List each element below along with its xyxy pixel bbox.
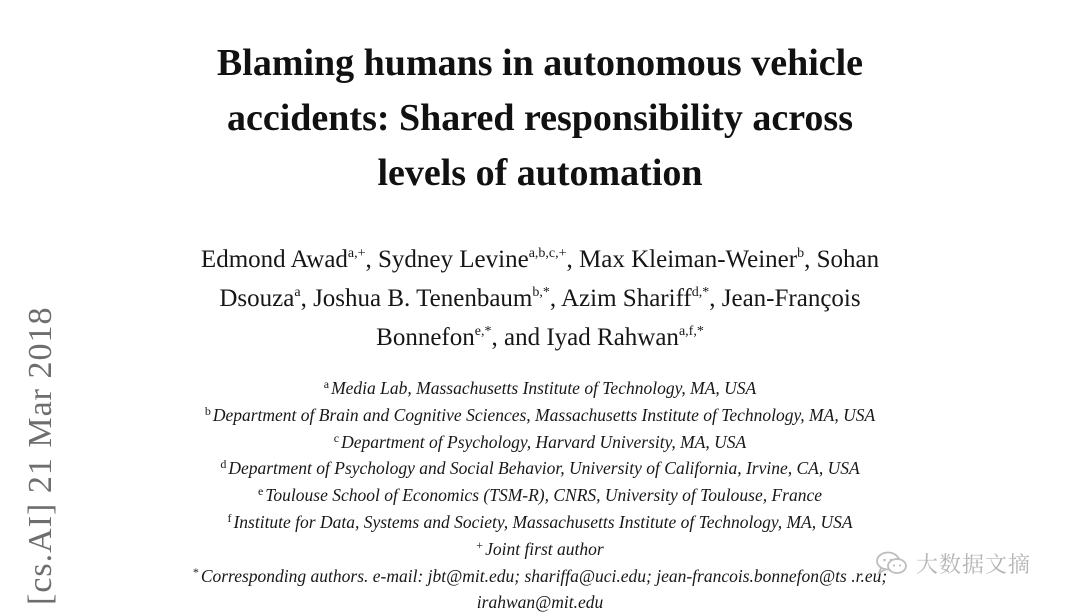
wechat-icon bbox=[876, 551, 908, 577]
author-name: Iyad Rahwan bbox=[546, 324, 679, 351]
affiliation-item bbox=[60, 429, 1020, 456]
author-name: Sohan bbox=[816, 246, 880, 273]
author-affil-mark: b bbox=[797, 246, 805, 261]
affiliation-text: Department of Brain and Cognitive Sciences, Massachusetts Institute of Technology, MA, USA bbox=[212, 404, 876, 425]
paper-title bbox=[0, 36, 1080, 201]
affiliation-text: Toulouse School of Economics (TSM-R), CNRS, University of Toulouse, France bbox=[265, 485, 823, 506]
author-name: Sydney Levine bbox=[378, 246, 529, 273]
affiliation-list bbox=[60, 375, 1020, 616]
affiliation-text: Department of Psychology and Social Behavior, University of California, Irvine, CA, USA bbox=[228, 458, 860, 479]
affiliation-mark: d bbox=[220, 457, 227, 472]
affiliation-mark: f bbox=[227, 510, 232, 525]
author-name: Joshua B. Tenenbaum bbox=[313, 285, 533, 312]
affiliation-text: Department of Psychology, Harvard University, MA, USA bbox=[341, 431, 747, 452]
watermark-text: 大数据文摘 bbox=[916, 553, 1032, 578]
arxiv-stamp-text: [cs.AI] 21 Mar 2018 bbox=[22, 306, 59, 605]
affiliation-item bbox=[60, 375, 1020, 402]
affiliation-mark: e bbox=[257, 484, 264, 499]
affiliation-text: Institute for Data, Systems and Society, Massachusetts Institute of Technology, MA, USA bbox=[233, 511, 853, 532]
author-affil-mark: e,* bbox=[474, 324, 492, 339]
author-name: Jean-François bbox=[721, 285, 861, 312]
affiliation-text: Joint first author bbox=[485, 538, 604, 559]
title-line: Blaming humans in autonomous vehicle bbox=[216, 42, 864, 84]
affiliation-text: irahwan@mit.edu bbox=[476, 592, 604, 613]
author-name: Dsouza bbox=[219, 285, 295, 312]
affiliation-mark: b bbox=[204, 403, 211, 418]
author-name: Max Kleiman-Weiner bbox=[579, 246, 798, 273]
author-affil-mark: a,b,c,+ bbox=[528, 246, 567, 261]
affiliation-text: Media Lab, Massachusetts Institute of Technology, MA, USA bbox=[331, 378, 757, 398]
affiliation-item bbox=[60, 455, 1020, 482]
arxiv-stamp bbox=[18, 285, 58, 605]
author-name: Bonnefon bbox=[376, 324, 475, 351]
affiliation-text: Corresponding authors. e-mail: jbt@mit.edu; shariffa@uci.edu; jean-francois.bonnefon@ts .r.eu; bbox=[200, 565, 888, 586]
author-affil-mark: a,+ bbox=[347, 246, 366, 261]
affiliation-mark: a bbox=[323, 377, 330, 391]
affiliation-item bbox=[60, 589, 1020, 616]
author-line: Edmond Awad$^{a,+}$, Sydney Levine$^{a,b,c,+}$, Max Kleiman-Weiner$^b$, Sohan bbox=[200, 246, 880, 273]
affiliation-mark: * bbox=[192, 564, 199, 579]
author-affil-mark: a bbox=[294, 285, 301, 300]
affiliation-item bbox=[60, 402, 1020, 429]
affiliation-mark: c bbox=[333, 430, 340, 445]
affiliation-item bbox=[60, 482, 1020, 509]
title-line: levels of automation bbox=[377, 152, 703, 194]
author-affil-mark: d,* bbox=[691, 285, 710, 300]
watermark bbox=[876, 548, 1031, 579]
affiliation-item bbox=[60, 509, 1020, 536]
author-affil-mark: b,* bbox=[532, 285, 550, 300]
author-list bbox=[60, 240, 1020, 357]
author-name: Edmond Awad bbox=[200, 246, 348, 273]
title-line: accidents: Shared responsibility across bbox=[227, 97, 853, 139]
author-line: Dsouza$^a$, Joshua B. Tenenbaum$^{b,*}$, Azim Shariff$^{d,*}$, Jean-François bbox=[219, 285, 861, 312]
affiliation-mark: + bbox=[476, 537, 484, 552]
author-line: Bonnefon$^{e,*}$, and Iyad Rahwan$^{a,f,*}$ bbox=[376, 324, 704, 351]
author-name: Azim Shariff bbox=[561, 285, 692, 312]
author-affil-mark: a,f,* bbox=[678, 324, 704, 339]
